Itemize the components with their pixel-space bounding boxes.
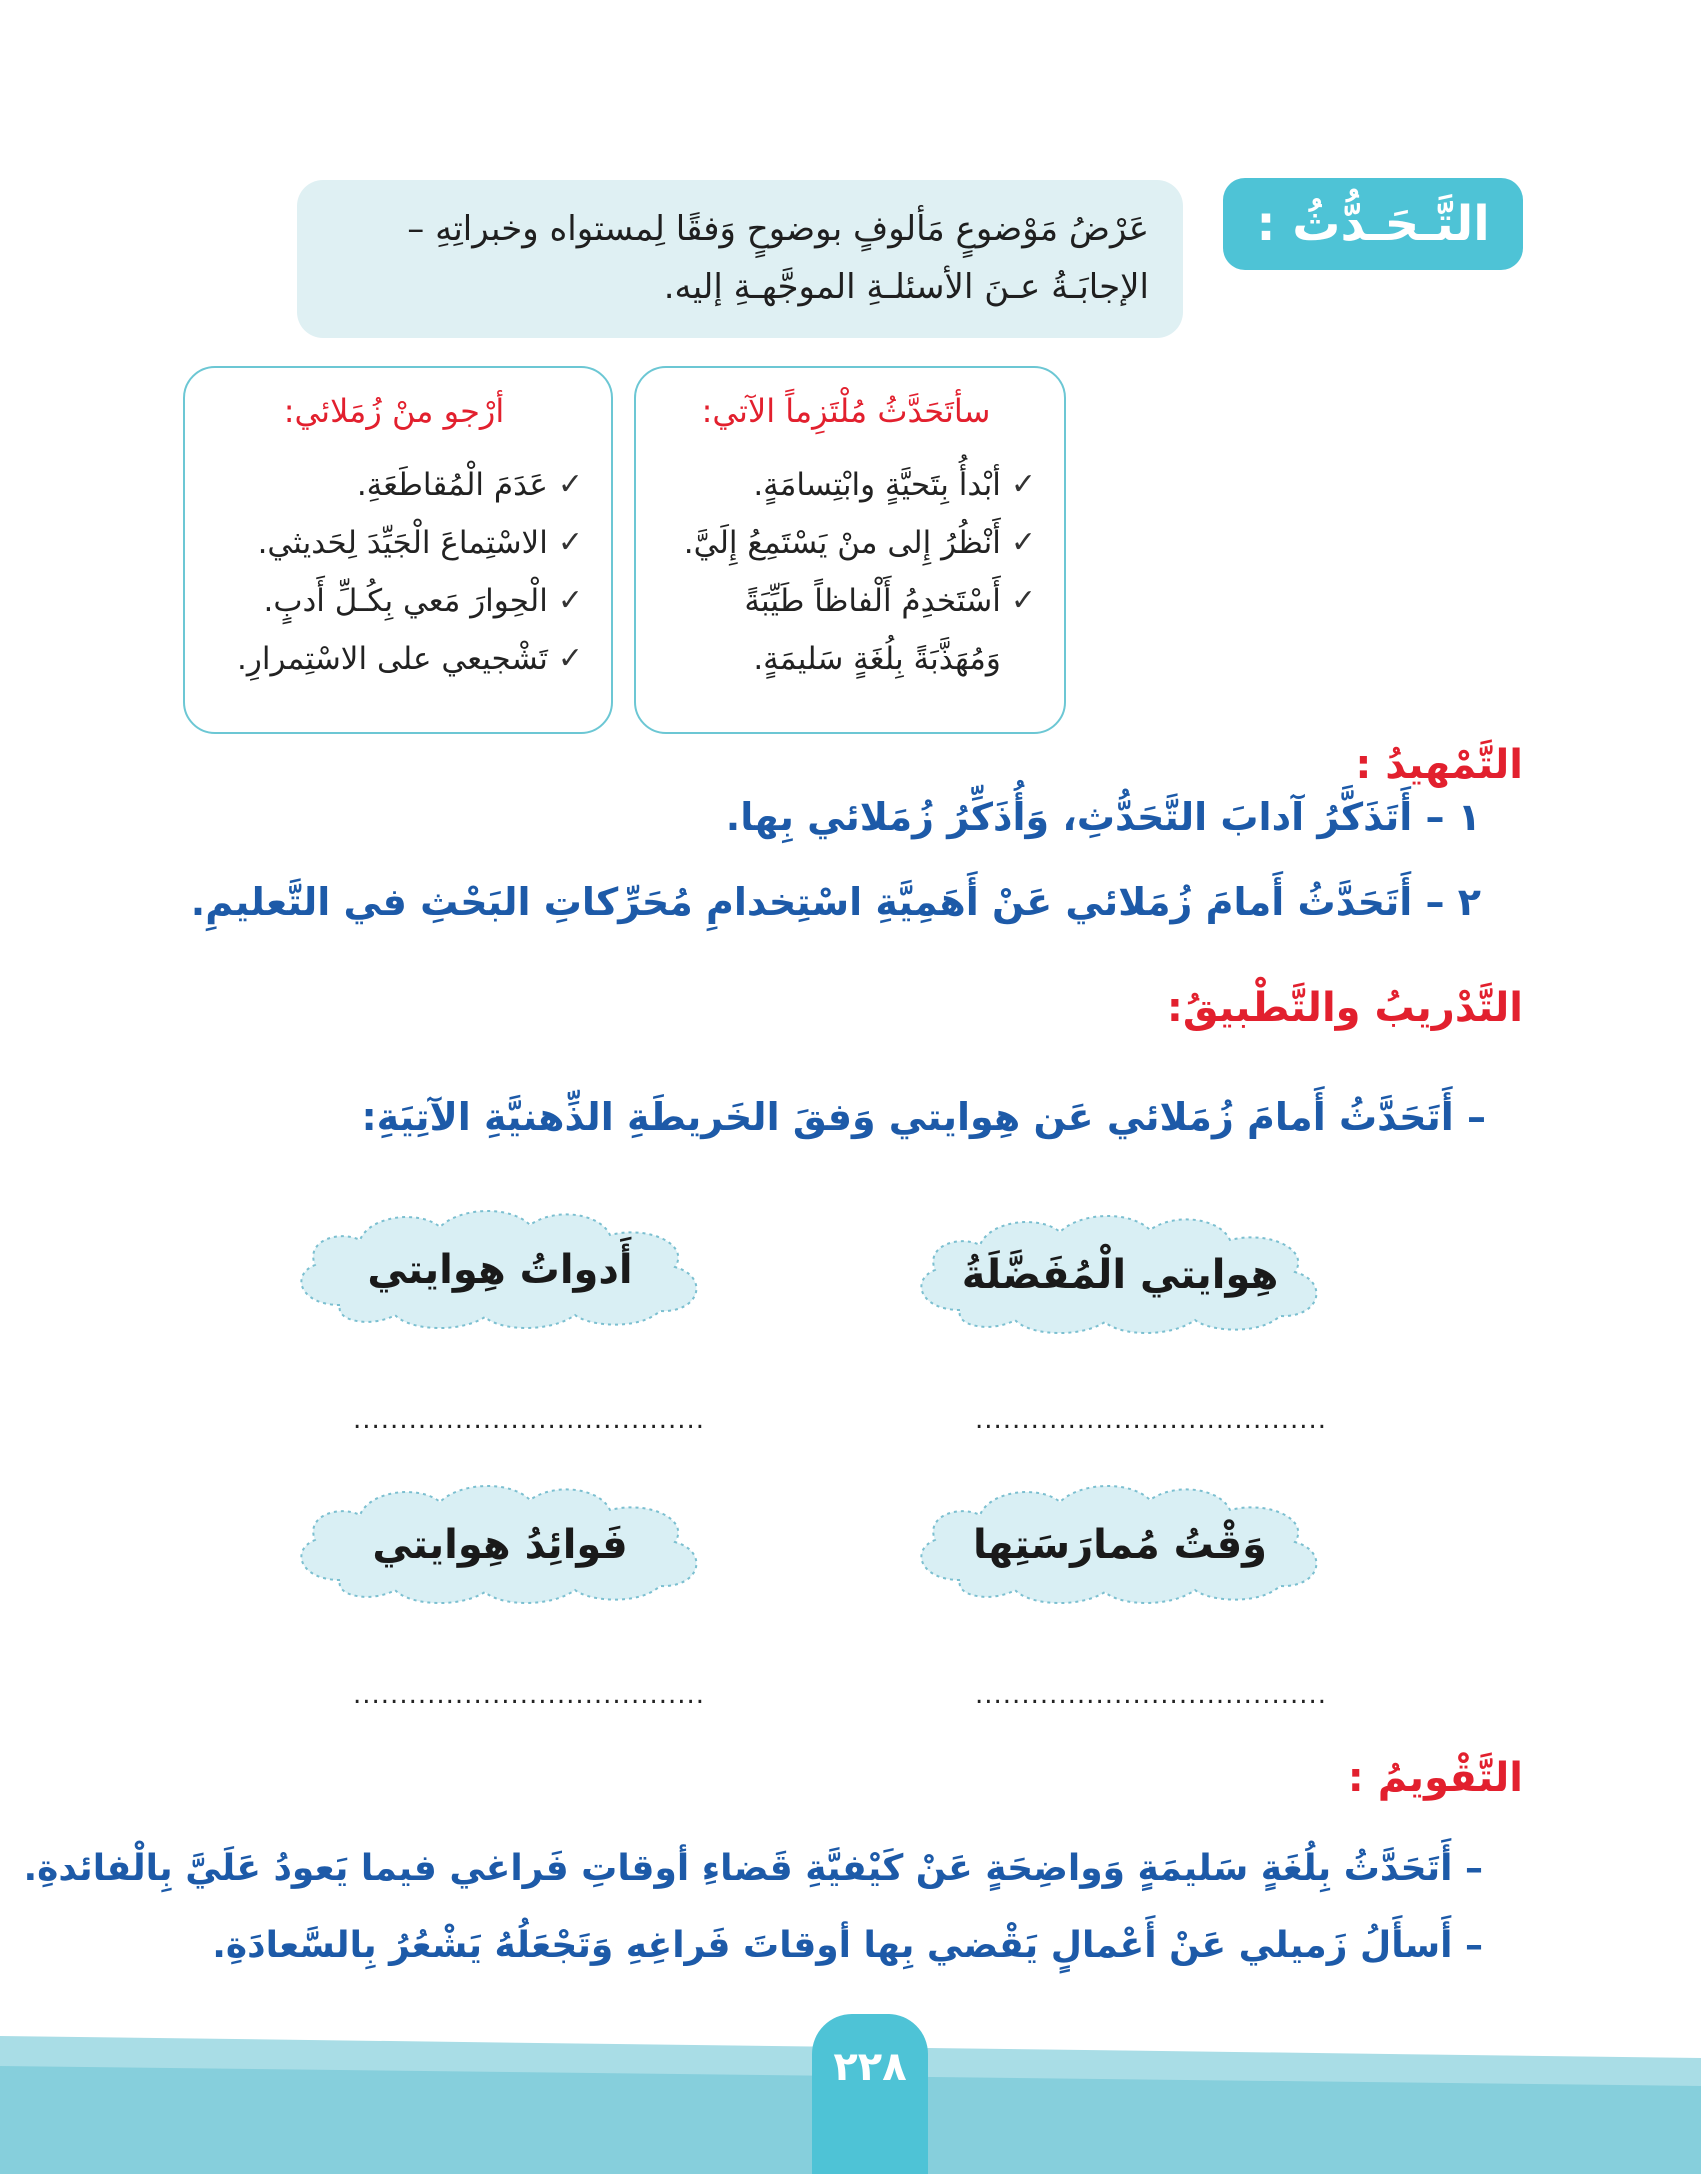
practice-heading: التَّدْريبُ والتَّطْبيقُ: [1166,985,1523,1031]
cloud-practice-time [900,1480,1340,1610]
answer-line[interactable]: ...................................... [975,1680,1328,1710]
section-title-badge [1223,178,1523,270]
cloud-label: أَدواتُ هِوايتي [367,1247,633,1293]
cloud-label: فَوائِدُ هِوايتي [372,1522,628,1568]
peer-rule-item: ✓ الْحِوارَ مَعي بِكُـلِّ أَدبٍ. [205,572,583,630]
self-rules-title: سأتَحَدَّثُ مُلْتَزِماً الآتي: [701,392,991,430]
cloud-label: وَقْتُ مُمارَسَتِها [972,1522,1268,1568]
intro-heading: التَّمْهيدُ : [1355,742,1523,788]
cloud-hobby-tools [280,1205,720,1335]
peer-rule-item: ✓ تَشْجيعي على الاسْتِمرارِ. [205,630,583,688]
goal-line-1: عَرْضُ مَوْضوعٍ مَألوفٍ بوضوحٍ وَفقًا لِمستواه وخبراتِهِ – [407,209,1149,249]
evaluation-line-2: – أَسأَلُ زَميلي عَنْ أَعْمالٍ يَقْضي بِها أوقاتَ فَراغِهِ وَتَجْعَلُهُ يَشْعُرُ بِالسَّعادَةِ. [212,1925,1483,1966]
cloud-label: هِوايتي الْمُفَضَّلَةُ [961,1252,1279,1298]
check-icon: ✓ [557,641,583,676]
cloud-hobby-benefits [280,1480,720,1610]
evaluation-line-1: – أَتَحَدَّثُ بِلُغَةٍ سَليمَةٍ وَواضِحَةٍ عَنْ كَيْفيَّةِ قَضاءِ أوقاتِ فَراغي فيما يَعودُ عَلَيَّ بِالْفائدةِ. [23,1848,1483,1889]
cloud-favorite-hobby [900,1210,1340,1340]
check-icon: ✓ [1010,467,1036,502]
evaluation-heading: التَّقْويمُ : [1347,1755,1523,1801]
self-rule-item: ✓ أَنْظُرُ إِلى منْ يَسْتَمِعُ إِلَيَّ. [656,514,1036,572]
peer-rules-box [183,366,613,734]
intro-item-2: ٢ – أَتَحَدَّثُ أَمامَ زُمَلائي عَنْ أَهَمِيَّةِ اسْتِخدامِ مُحَرِّكاتِ البَحْثِ في التَّعليمِ. [190,880,1481,924]
practice-instruction: – أَتَحَدَّثُ أَمامَ زُمَلائي عَن هِوايتي وَفقَ الخَريطَةِ الذِّهنيَّةِ الآتِيَةِ: [361,1095,1486,1139]
answer-line[interactable]: ...................................... [975,1405,1328,1435]
goal-line-2: الإجابَـةُ عـنَ الأسئلـةِ الموجَّهـةِ إليه. [663,267,1149,307]
page-number-tab [812,2014,928,2174]
page-number: ٢٢٨ [833,2044,907,2090]
check-icon: ✓ [557,525,583,560]
check-icon: ✓ [557,467,583,502]
intro-item-1: ١ – أَتَذَكَّرُ آدابَ التَّحَدُّثِ، وَأُذَكِّرُ زُمَلائي بِها. [725,795,1481,839]
self-rules-box [634,366,1066,734]
lesson-goal-box [297,180,1183,338]
answer-line[interactable]: ...................................... [353,1405,706,1435]
section-title: التَّـحَـدُّثُ : [1256,196,1490,252]
self-rule-item: ✓ أَسْتَخدِمُ أَلْفاظاً طَيِّبَةً وَمُهَذَّبَةً بِلُغَةٍ سَليمَةٍ. [656,572,1036,688]
answer-line[interactable]: ...................................... [353,1680,706,1710]
peer-rule-item: ✓ عَدَمَ الْمُقاطَعَةِ. [205,456,583,514]
peer-rule-item: ✓ الاسْتِماعَ الْجَيِّدَ لِحَديثي. [205,514,583,572]
peer-rules-title: أرْجو منْ زُمَلائي: [283,392,505,430]
check-icon: ✓ [1010,583,1036,618]
check-icon: ✓ [1010,525,1036,560]
self-rule-item: ✓ أبْدأُ بِتَحيَّةٍ وابْتِسامَةٍ. [656,456,1036,514]
check-icon: ✓ [557,583,583,618]
